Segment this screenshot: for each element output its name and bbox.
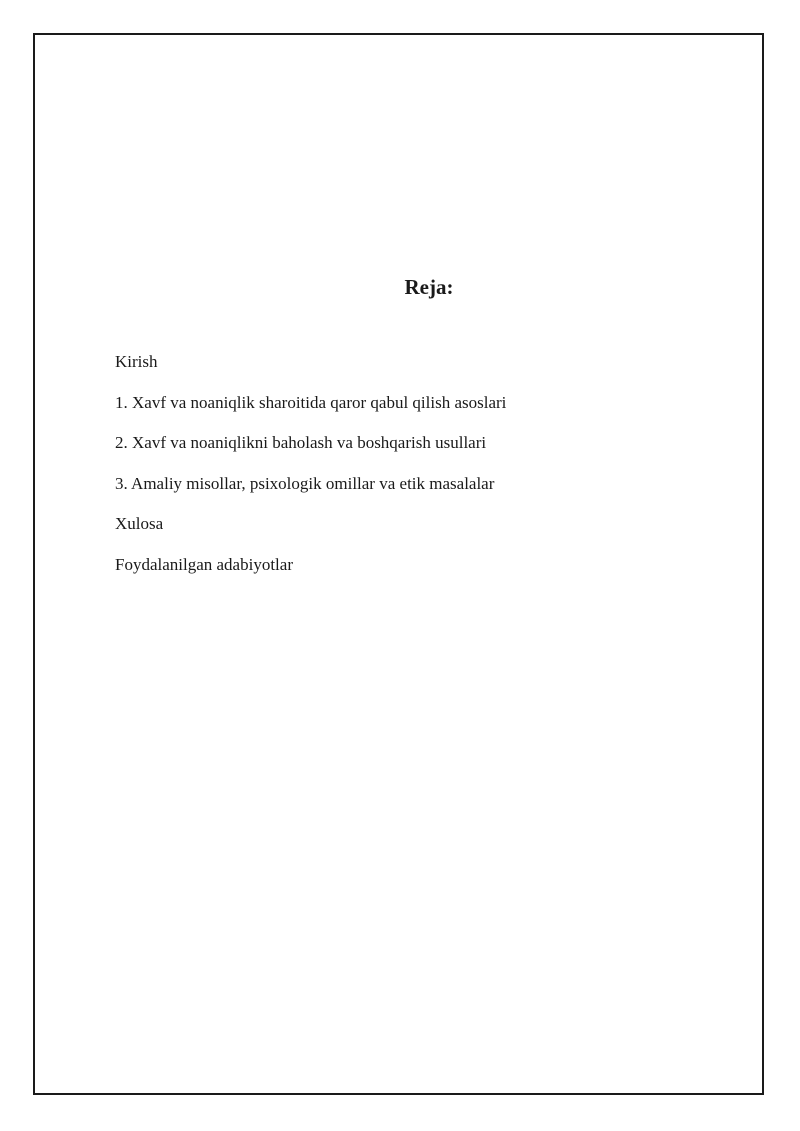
toc-item-references: Foydalanilgan adabiyotlar <box>115 554 293 574</box>
table-of-contents <box>115 350 506 594</box>
toc-item-introduction: Kirish <box>115 352 158 371</box>
toc-item-chapter-1: 1. Xavf va noaniqlik sharoitida qaror qabul qilish asoslari <box>115 392 507 412</box>
toc-item-conclusion: Xulosa <box>115 514 164 534</box>
toc-item-chapter-3: 3. Amaliy misollar, psixologik omillar va etik masalalar <box>115 473 495 493</box>
page-title: Reja: <box>404 275 454 299</box>
toc-item-chapter-2: 2. Xavf va noaniqlikni baholash va boshqarish usullari <box>115 433 487 453</box>
